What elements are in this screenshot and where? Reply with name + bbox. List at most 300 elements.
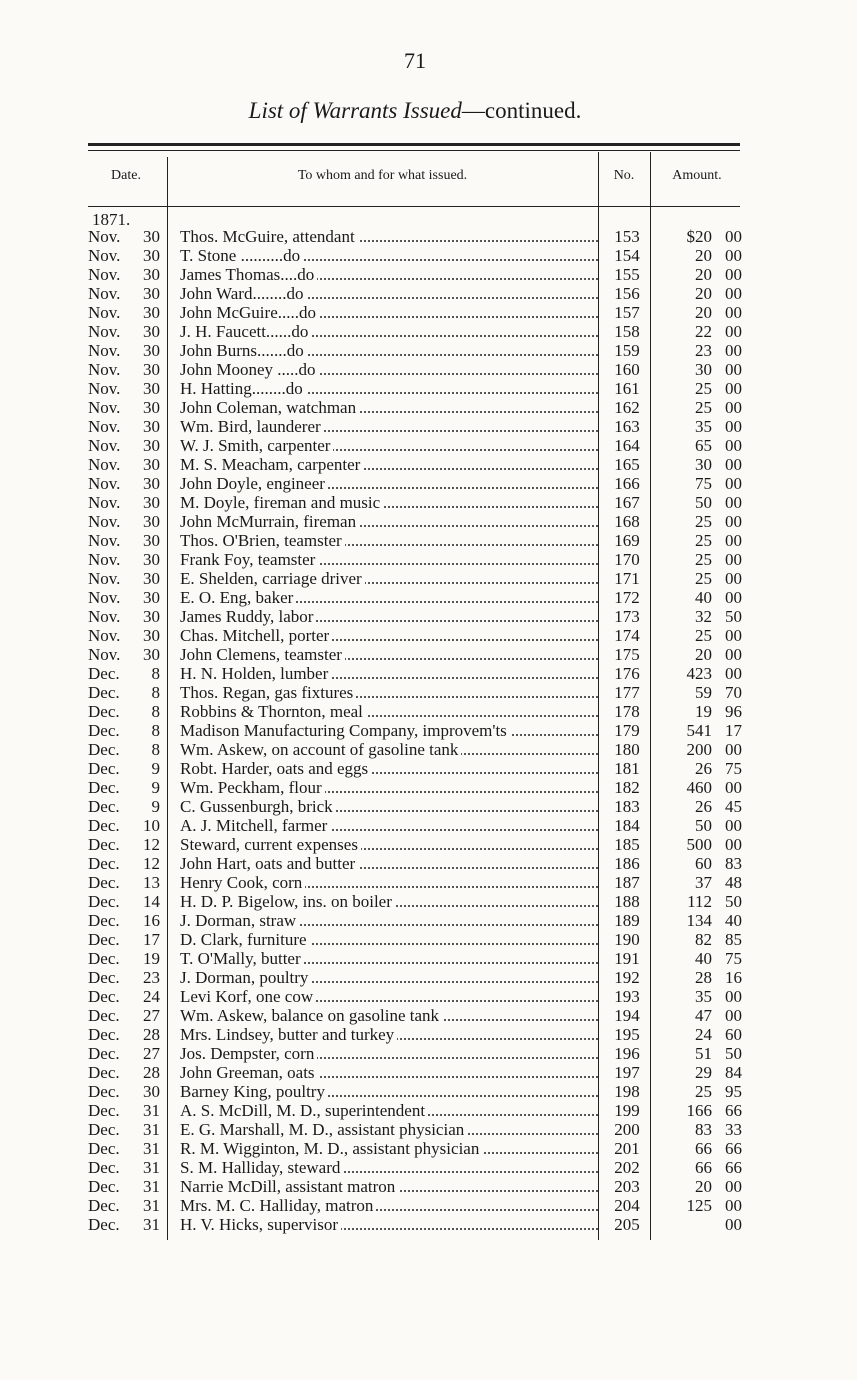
row-amount-dollars: 20 <box>695 246 712 265</box>
table-row <box>0 1006 857 1025</box>
row-amount-dollars: 51 <box>695 1044 712 1063</box>
row-description-text: H. N. Holden, lumber <box>180 664 331 683</box>
row-amount-dollars: 25 <box>695 398 712 417</box>
row-description <box>180 1158 598 1177</box>
row-description-text: Steward, current expenses <box>180 835 361 854</box>
row-day: 30 <box>143 531 160 550</box>
row-month: Dec. <box>88 835 120 854</box>
table-row <box>0 930 857 949</box>
row-amount-cents: 85 <box>725 930 742 949</box>
row-amount-dollars: 25 <box>695 1082 712 1101</box>
table-row <box>0 1025 857 1044</box>
row-amount-cents: 95 <box>725 1082 742 1101</box>
table-row <box>0 835 857 854</box>
row-number: 172 <box>614 588 640 607</box>
row-amount-cents: 00 <box>725 569 742 588</box>
row-date <box>88 778 170 797</box>
row-description <box>180 835 598 854</box>
row-amount-cents: 00 <box>725 550 742 569</box>
row-amount-cents: 96 <box>725 702 742 721</box>
row-amount-cents: 00 <box>725 664 742 683</box>
table-row <box>0 360 857 379</box>
row-day: 30 <box>143 569 160 588</box>
row-description-text: John Doyle, engineer <box>180 474 328 493</box>
row-month: Nov. <box>88 398 121 417</box>
row-description <box>180 550 598 569</box>
row-description <box>180 588 598 607</box>
row-day: 9 <box>151 778 160 797</box>
row-number: 166 <box>614 474 640 493</box>
row-description-text: R. M. Wigginton, M. D., assistant physician <box>180 1139 482 1158</box>
row-month: Dec. <box>88 721 120 740</box>
row-month: Dec. <box>88 1006 120 1025</box>
row-date <box>88 930 170 949</box>
row-description-text: J. H. Faucett......do <box>180 322 311 341</box>
table-row <box>0 474 857 493</box>
row-description-text: Frank Foy, teamster <box>180 550 318 569</box>
row-amount-cents: 00 <box>725 265 742 284</box>
row-day: 30 <box>143 626 160 645</box>
row-description <box>180 531 598 550</box>
row-number: 203 <box>614 1177 640 1196</box>
row-description-text: Wm. Peckham, flour <box>180 778 325 797</box>
row-description-text: John McGuire.....do <box>180 303 319 322</box>
row-day: 19 <box>143 949 160 968</box>
row-description <box>180 265 598 284</box>
row-amount-cents: 00 <box>725 512 742 531</box>
row-description <box>180 436 598 455</box>
row-date <box>88 683 170 702</box>
row-amount-dollars: 35 <box>695 417 712 436</box>
table-row <box>0 284 857 303</box>
table-row <box>0 531 857 550</box>
row-number: 158 <box>614 322 640 341</box>
row-amount <box>660 1044 750 1063</box>
row-date <box>88 1025 170 1044</box>
row-day: 31 <box>143 1158 160 1177</box>
row-amount-cents: 00 <box>725 455 742 474</box>
row-amount <box>660 569 750 588</box>
row-amount-dollars: 134 <box>686 911 712 930</box>
row-date <box>88 816 170 835</box>
row-amount <box>660 1158 750 1177</box>
row-amount-cents: 84 <box>725 1063 742 1082</box>
row-amount <box>660 740 750 759</box>
table-row <box>0 797 857 816</box>
row-description-text: John Clemens, teamster <box>180 645 345 664</box>
row-amount-dollars: 166 <box>686 1101 712 1120</box>
row-amount <box>660 759 750 778</box>
row-day: 30 <box>143 607 160 626</box>
row-amount-dollars: 65 <box>695 436 712 455</box>
row-date <box>88 246 170 265</box>
row-amount <box>660 1025 750 1044</box>
table-row <box>0 322 857 341</box>
row-date <box>88 360 170 379</box>
row-amount-dollars: 541 <box>686 721 712 740</box>
row-month: Dec. <box>88 1139 120 1158</box>
row-date <box>88 645 170 664</box>
row-description <box>180 930 598 949</box>
header-rule-date <box>88 206 167 207</box>
row-month: Dec. <box>88 1120 120 1139</box>
table-row <box>0 1158 857 1177</box>
row-number: 170 <box>614 550 640 569</box>
row-description-text: S. M. Halliday, steward <box>180 1158 343 1177</box>
row-description <box>180 1139 598 1158</box>
row-amount <box>660 854 750 873</box>
row-description-text: Madison Manufacturing Company, improvem'ts <box>180 721 510 740</box>
row-amount <box>660 531 750 550</box>
row-amount-dollars: 28 <box>695 968 712 987</box>
row-description-text: A. J. Mitchell, farmer <box>180 816 330 835</box>
row-amount <box>660 360 750 379</box>
row-month: Nov. <box>88 550 121 569</box>
row-description-text: E. G. Marshall, M. D., assistant physician <box>180 1120 467 1139</box>
row-day: 31 <box>143 1177 160 1196</box>
table-row <box>0 854 857 873</box>
row-amount <box>660 797 750 816</box>
row-amount-dollars: 20 <box>695 284 712 303</box>
row-amount <box>660 1139 750 1158</box>
row-day: 8 <box>151 721 160 740</box>
row-amount-dollars: 29 <box>695 1063 712 1082</box>
row-date <box>88 303 170 322</box>
row-amount-dollars: 50 <box>695 493 712 512</box>
row-month: Dec. <box>88 1025 120 1044</box>
row-month: Dec. <box>88 1196 120 1215</box>
row-number: 182 <box>614 778 640 797</box>
row-number: 175 <box>614 645 640 664</box>
row-description-text: E. Shelden, carriage driver <box>180 569 365 588</box>
row-number: 199 <box>614 1101 640 1120</box>
row-number: 205 <box>614 1215 640 1234</box>
row-number: 184 <box>614 816 640 835</box>
header-rule-no <box>599 206 650 207</box>
table-row <box>0 417 857 436</box>
row-description-text: Thos. McGuire, attendant <box>180 227 358 246</box>
row-date <box>88 911 170 930</box>
row-description <box>180 1196 598 1215</box>
row-description <box>180 683 598 702</box>
row-amount-cents: 00 <box>725 740 742 759</box>
row-description-text: Robt. Harder, oats and eggs <box>180 759 371 778</box>
row-description-text: M. Doyle, fireman and music <box>180 493 383 512</box>
row-description-text: Wm. Bird, launderer <box>180 417 324 436</box>
row-description-text: Wm. Askew, on account of gasoline tank <box>180 740 461 759</box>
row-amount-cents: 66 <box>725 1158 742 1177</box>
top-rule-thick <box>88 143 740 146</box>
row-month: Dec. <box>88 987 120 1006</box>
row-amount-cents: 17 <box>725 721 742 740</box>
row-amount <box>660 778 750 797</box>
row-number: 190 <box>614 930 640 949</box>
table-row <box>0 778 857 797</box>
row-description-text: Mrs. Lindsey, butter and turkey <box>180 1025 397 1044</box>
row-amount <box>660 284 750 303</box>
row-day: 30 <box>143 417 160 436</box>
row-amount-dollars: 50 <box>695 816 712 835</box>
row-amount-cents: 00 <box>725 1215 742 1234</box>
row-amount <box>660 436 750 455</box>
row-amount <box>660 493 750 512</box>
header-rule-whom <box>168 206 598 207</box>
row-date <box>88 474 170 493</box>
table-row <box>0 1177 857 1196</box>
row-amount <box>660 322 750 341</box>
row-description <box>180 949 598 968</box>
row-number: 183 <box>614 797 640 816</box>
row-number: 188 <box>614 892 640 911</box>
row-number: 159 <box>614 341 640 360</box>
row-date <box>88 702 170 721</box>
row-number: 187 <box>614 873 640 892</box>
row-number: 161 <box>614 379 640 398</box>
row-month: Dec. <box>88 1063 120 1082</box>
row-amount-dollars: 19 <box>695 702 712 721</box>
row-number: 181 <box>614 759 640 778</box>
row-date <box>88 1101 170 1120</box>
row-description-text: C. Gussenburgh, brick <box>180 797 336 816</box>
row-amount-dollars: 40 <box>695 949 712 968</box>
row-month: Nov. <box>88 474 121 493</box>
row-amount-dollars: 25 <box>695 550 712 569</box>
row-month: Dec. <box>88 930 120 949</box>
table-row <box>0 987 857 1006</box>
row-description <box>180 360 598 379</box>
title-italic: List of Warrants Issued <box>248 98 462 123</box>
row-amount-cents: 45 <box>725 797 742 816</box>
table-row <box>0 455 857 474</box>
row-description <box>180 1025 598 1044</box>
row-amount-cents: 00 <box>725 531 742 550</box>
table-row <box>0 968 857 987</box>
row-amount <box>660 227 750 246</box>
row-description-text: T. O'Mally, butter <box>180 949 304 968</box>
row-amount <box>660 721 750 740</box>
row-date <box>88 284 170 303</box>
row-date <box>88 1177 170 1196</box>
row-amount <box>660 987 750 1006</box>
row-day: 30 <box>143 550 160 569</box>
row-amount <box>660 892 750 911</box>
row-date <box>88 873 170 892</box>
row-amount <box>660 398 750 417</box>
row-amount-cents: 00 <box>725 436 742 455</box>
row-date <box>88 531 170 550</box>
row-amount <box>660 588 750 607</box>
row-month: Nov. <box>88 246 121 265</box>
row-amount-dollars: 20 <box>695 645 712 664</box>
row-day: 12 <box>143 854 160 873</box>
row-number: 202 <box>614 1158 640 1177</box>
row-amount <box>660 949 750 968</box>
row-description <box>180 1063 598 1082</box>
row-day: 30 <box>143 588 160 607</box>
row-month: Dec. <box>88 664 120 683</box>
row-day: 30 <box>143 284 160 303</box>
row-description <box>180 968 598 987</box>
row-month: Nov. <box>88 303 121 322</box>
row-month: Dec. <box>88 702 120 721</box>
row-amount-dollars: 112 <box>687 892 712 911</box>
row-amount <box>660 645 750 664</box>
row-date <box>88 797 170 816</box>
row-amount-cents: 00 <box>725 398 742 417</box>
row-amount-cents: 00 <box>725 417 742 436</box>
row-amount-cents: 00 <box>725 341 742 360</box>
row-description <box>180 474 598 493</box>
row-amount <box>660 303 750 322</box>
table-row <box>0 512 857 531</box>
warrant-list <box>0 227 857 1234</box>
row-date <box>88 417 170 436</box>
row-number: 191 <box>614 949 640 968</box>
row-day: 23 <box>143 968 160 987</box>
row-day: 28 <box>143 1063 160 1082</box>
row-amount-cents: 00 <box>725 645 742 664</box>
row-month: Dec. <box>88 854 120 873</box>
table-row <box>0 721 857 740</box>
table-row <box>0 493 857 512</box>
row-amount <box>660 1120 750 1139</box>
row-date <box>88 398 170 417</box>
table-row <box>0 1044 857 1063</box>
row-month: Dec. <box>88 1177 120 1196</box>
row-amount-cents: 00 <box>725 493 742 512</box>
row-date <box>88 493 170 512</box>
table-row <box>0 1101 857 1120</box>
table-row <box>0 341 857 360</box>
row-amount-cents: 00 <box>725 284 742 303</box>
row-amount-cents: 50 <box>725 892 742 911</box>
row-amount <box>660 1082 750 1101</box>
table-row <box>0 398 857 417</box>
row-date <box>88 227 170 246</box>
row-month: Dec. <box>88 949 120 968</box>
row-month: Dec. <box>88 1082 120 1101</box>
row-day: 12 <box>143 835 160 854</box>
row-amount-cents: 00 <box>725 246 742 265</box>
row-day: 24 <box>143 987 160 1006</box>
row-date <box>88 626 170 645</box>
row-description <box>180 341 598 360</box>
row-description <box>180 417 598 436</box>
row-amount-cents: 16 <box>725 968 742 987</box>
row-amount-cents: 40 <box>725 911 742 930</box>
top-rule-thin <box>88 150 740 151</box>
row-number: 186 <box>614 854 640 873</box>
row-amount-dollars: 22 <box>695 322 712 341</box>
row-description <box>180 626 598 645</box>
row-description-text: Wm. Askew, balance on gasoline tank <box>180 1006 442 1025</box>
page-number: 71 <box>404 48 426 73</box>
row-day: 30 <box>143 645 160 664</box>
row-description-text: James Thomas....do <box>180 265 317 284</box>
table-row <box>0 246 857 265</box>
row-number: 195 <box>614 1025 640 1044</box>
row-amount <box>660 873 750 892</box>
row-number: 165 <box>614 455 640 474</box>
row-number: 154 <box>614 246 640 265</box>
row-description <box>180 854 598 873</box>
row-amount <box>660 246 750 265</box>
row-amount <box>660 835 750 854</box>
row-number: 160 <box>614 360 640 379</box>
row-amount-cents: 83 <box>725 854 742 873</box>
row-number: 162 <box>614 398 640 417</box>
row-day: 31 <box>143 1120 160 1139</box>
row-day: 30 <box>143 455 160 474</box>
header-amount: Amount. <box>672 168 722 183</box>
row-amount-dollars: 47 <box>695 1006 712 1025</box>
row-amount <box>660 968 750 987</box>
row-month: Dec. <box>88 892 120 911</box>
row-amount-dollars: 200 <box>686 740 712 759</box>
row-amount-dollars: 83 <box>695 1120 712 1139</box>
row-day: 27 <box>143 1044 160 1063</box>
row-description-text: H. Hatting........do <box>180 379 306 398</box>
row-description <box>180 892 598 911</box>
row-date <box>88 1215 170 1234</box>
row-day: 31 <box>143 1139 160 1158</box>
row-number: 179 <box>614 721 640 740</box>
row-description <box>180 607 598 626</box>
row-amount-cents: 48 <box>725 873 742 892</box>
row-amount-cents: 00 <box>725 588 742 607</box>
row-description <box>180 1215 598 1234</box>
row-month: Dec. <box>88 873 120 892</box>
row-day: 28 <box>143 1025 160 1044</box>
row-amount-dollars: 25 <box>695 379 712 398</box>
row-month: Nov. <box>88 493 121 512</box>
row-number: 156 <box>614 284 640 303</box>
row-amount-dollars: 20 <box>695 1177 712 1196</box>
row-description-text: Narrie McDill, assistant matron <box>180 1177 398 1196</box>
row-date <box>88 1158 170 1177</box>
row-description <box>180 379 598 398</box>
row-number: 164 <box>614 436 640 455</box>
table-row <box>0 683 857 702</box>
row-amount-dollars: 500 <box>686 835 712 854</box>
row-description-text: E. O. Eng, baker <box>180 588 296 607</box>
row-number: 176 <box>614 664 640 683</box>
row-description <box>180 987 598 1006</box>
row-amount-dollars: 60 <box>695 854 712 873</box>
table-row <box>0 436 857 455</box>
row-month: Dec. <box>88 683 120 702</box>
row-amount-cents: 50 <box>725 607 742 626</box>
row-month: Nov. <box>88 436 121 455</box>
row-date <box>88 740 170 759</box>
row-day: 27 <box>143 1006 160 1025</box>
row-amount <box>660 455 750 474</box>
row-description <box>180 227 598 246</box>
row-number: 157 <box>614 303 640 322</box>
row-amount-dollars: 30 <box>695 360 712 379</box>
table-row <box>0 1215 857 1234</box>
row-amount-cents: 00 <box>725 778 742 797</box>
row-description <box>180 1101 598 1120</box>
row-amount <box>660 1101 750 1120</box>
row-description-text: H. V. Hicks, supervisor <box>180 1215 341 1234</box>
row-amount-dollars: 37 <box>695 873 712 892</box>
table-row <box>0 702 857 721</box>
row-number: 178 <box>614 702 640 721</box>
row-day: 8 <box>151 702 160 721</box>
row-day: 30 <box>143 360 160 379</box>
row-number: 185 <box>614 835 640 854</box>
